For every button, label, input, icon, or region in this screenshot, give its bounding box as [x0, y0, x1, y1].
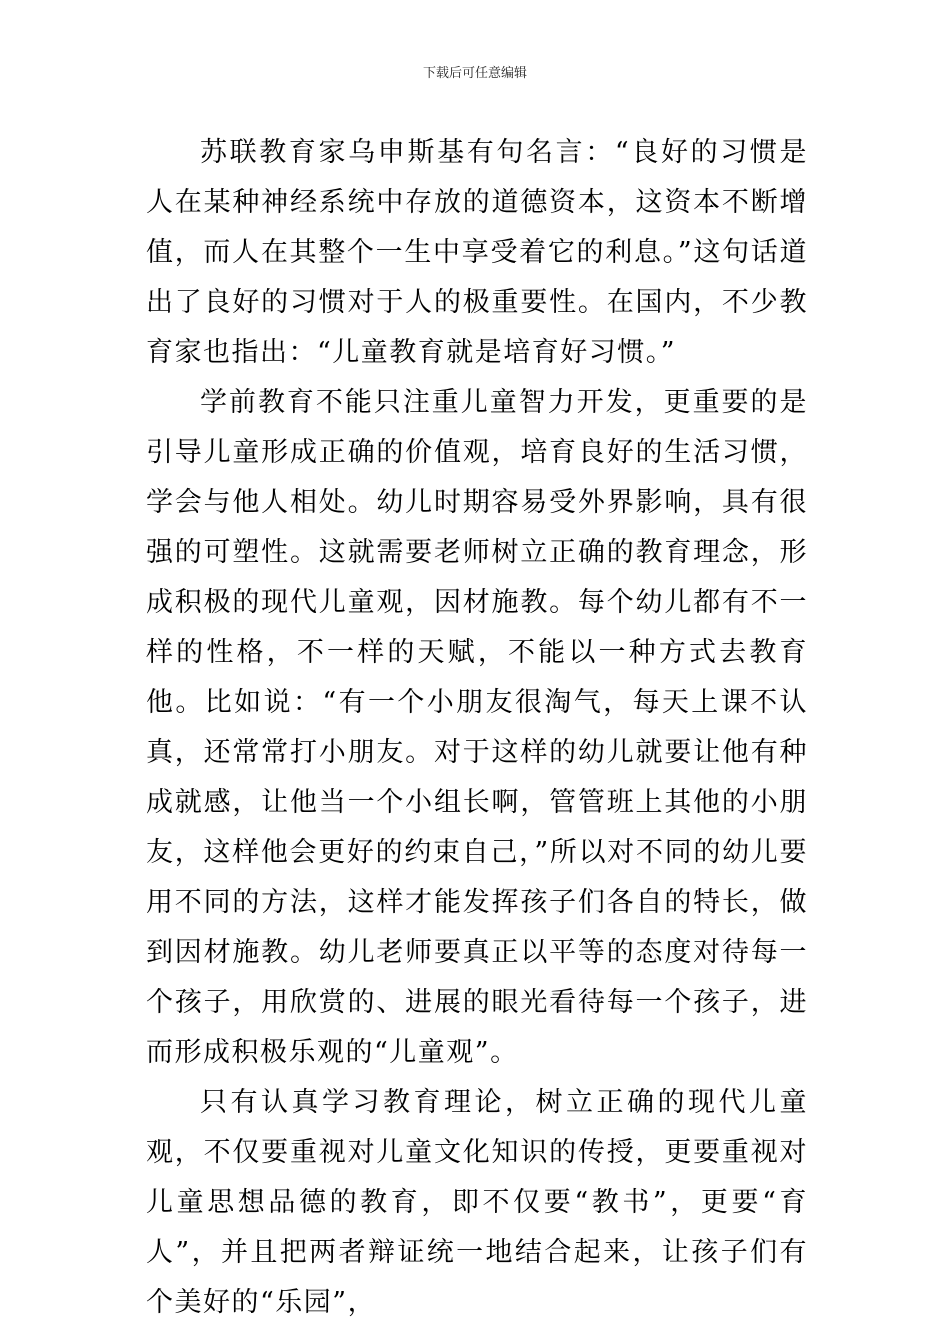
paragraph-2: 学前教育不能只注重儿童智力开发，更重要的是引导儿童形成正确的价值观，培育良好的生活习惯，学会与他人相处。幼儿时期容易受外界影响，具有很强的可塑性。这就需要老师树立正确的教育理念，形成积极的现代儿童观，因材施教。每个幼儿都有不一样的性格，不一样的天赋，不能以一种方式去教育他。比如说：“有一个小朋友很淘气，每天上课不认真，还常常打小朋友。对于这样的幼儿就要让他有种成就感，让他当一个小组长啊，管管班上其他的小朋友，这样他会更好的约束自己，”所以对不同的幼儿要用不同的方法，这样才能发挥孩子们各自的特长，做到因材施教。幼儿老师要真正以平等的态度对待每一个孩子，用欣赏的、进展的眼光看待每一个孩子，进而形成积极乐观的“儿童观”。	[146, 387, 808, 1068]
document-body	[146, 128, 808, 1328]
paragraph-1: 苏联教育家乌申斯基有句名言：“良好的习惯是人在某种神经系统中存放的道德资本，这资本不断增值，而人在其整个一生中享受着它的利息。”这句话道出了良好的习惯对于人的极重要性。在国内，不少教育家也指出：“儿童教育就是培育好习惯。”	[146, 137, 808, 368]
page-header: 下载后可任意编辑	[422, 66, 527, 81]
paragraph-3: 只有认真学习教育理论，树立正确的现代儿童观，不仅要重视对儿童文化知识的传授，更要重视对儿童思想品德的教育，即不仅要“教书”，更要“育人”，并且把两者辩证统一地结合起来，让孩子们有个美好的“乐园”，	[146, 1087, 808, 1318]
